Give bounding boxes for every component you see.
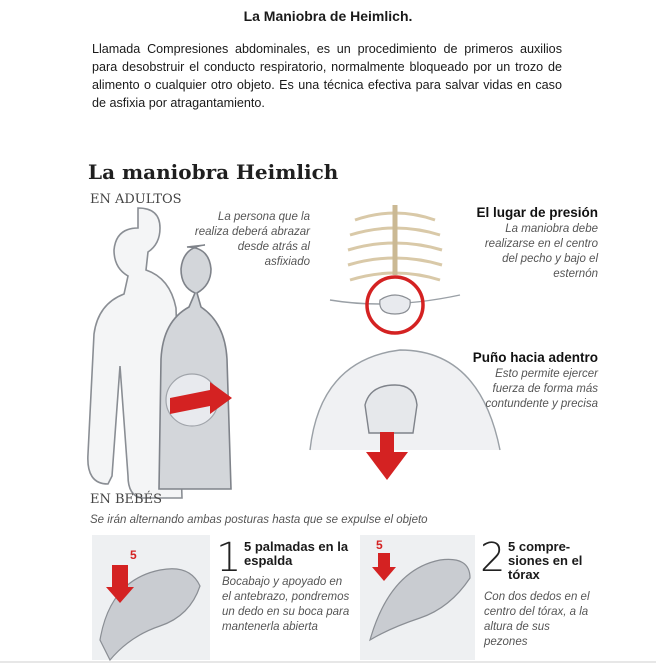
step-title: 5 compre-siones en el tórax: [508, 539, 583, 582]
fist-block: [470, 350, 598, 412]
document-title: La Maniobra de Heimlich.: [243, 8, 413, 24]
count-badge: 5: [376, 538, 383, 552]
infographic-title: La maniobra Heimlich: [88, 160, 339, 184]
baby-chest-thrusts-illustration: [360, 535, 475, 660]
victim-figure: [159, 245, 231, 489]
babies-section-label: EN BEBÉS: [90, 492, 162, 507]
babies-caption: Se irán alternando ambas posturas hasta que se expulse el objeto: [90, 514, 428, 526]
step-number: 2: [480, 535, 506, 581]
intro-paragraph: Llamada Compresiones abdominales, es un procedimiento de primeros auxilios para desobstruir el conducto respiratorio, normalmente bloqueado por un trozo de alimento o cualquier otro objeto. Es una técnica efectiva para salvar vidas en caso de asfixia por atragantamiento.: [92, 42, 562, 110]
ribcage-illustration: [348, 205, 442, 280]
fist-heading: Puño hacia adentro: [472, 350, 598, 365]
pressure-place-block: [470, 205, 598, 282]
step-text: Bocabajo y apoyado en el antebrazo, pondremos un dedo en su boca para mantenerla abierta: [222, 576, 350, 633]
count-badge: 5: [130, 548, 137, 562]
person-caption: La persona que la realiza deberá abrazar desde atrás al asfixiado: [194, 211, 310, 268]
step-text: Con dos dedos en el centro del tórax, a la altura de sus pezones: [484, 591, 590, 648]
adults-section-label: EN ADULTOS: [90, 192, 182, 207]
arrow-down-icon: [366, 452, 408, 480]
fist-text: Esto permite ejercer fuerza de forma más contundente y precisa: [485, 368, 598, 410]
pressure-place-text: La maniobra debe realizarse en el centro del pecho y bajo el esternón: [484, 223, 598, 280]
step-title: 5 palmadas en la espalda: [244, 539, 349, 568]
step-number: 1: [216, 535, 242, 581]
baby-back-blows-illustration: [92, 535, 210, 660]
fist-icon: [380, 295, 410, 314]
pressure-place-heading: El lugar de presión: [476, 205, 598, 220]
